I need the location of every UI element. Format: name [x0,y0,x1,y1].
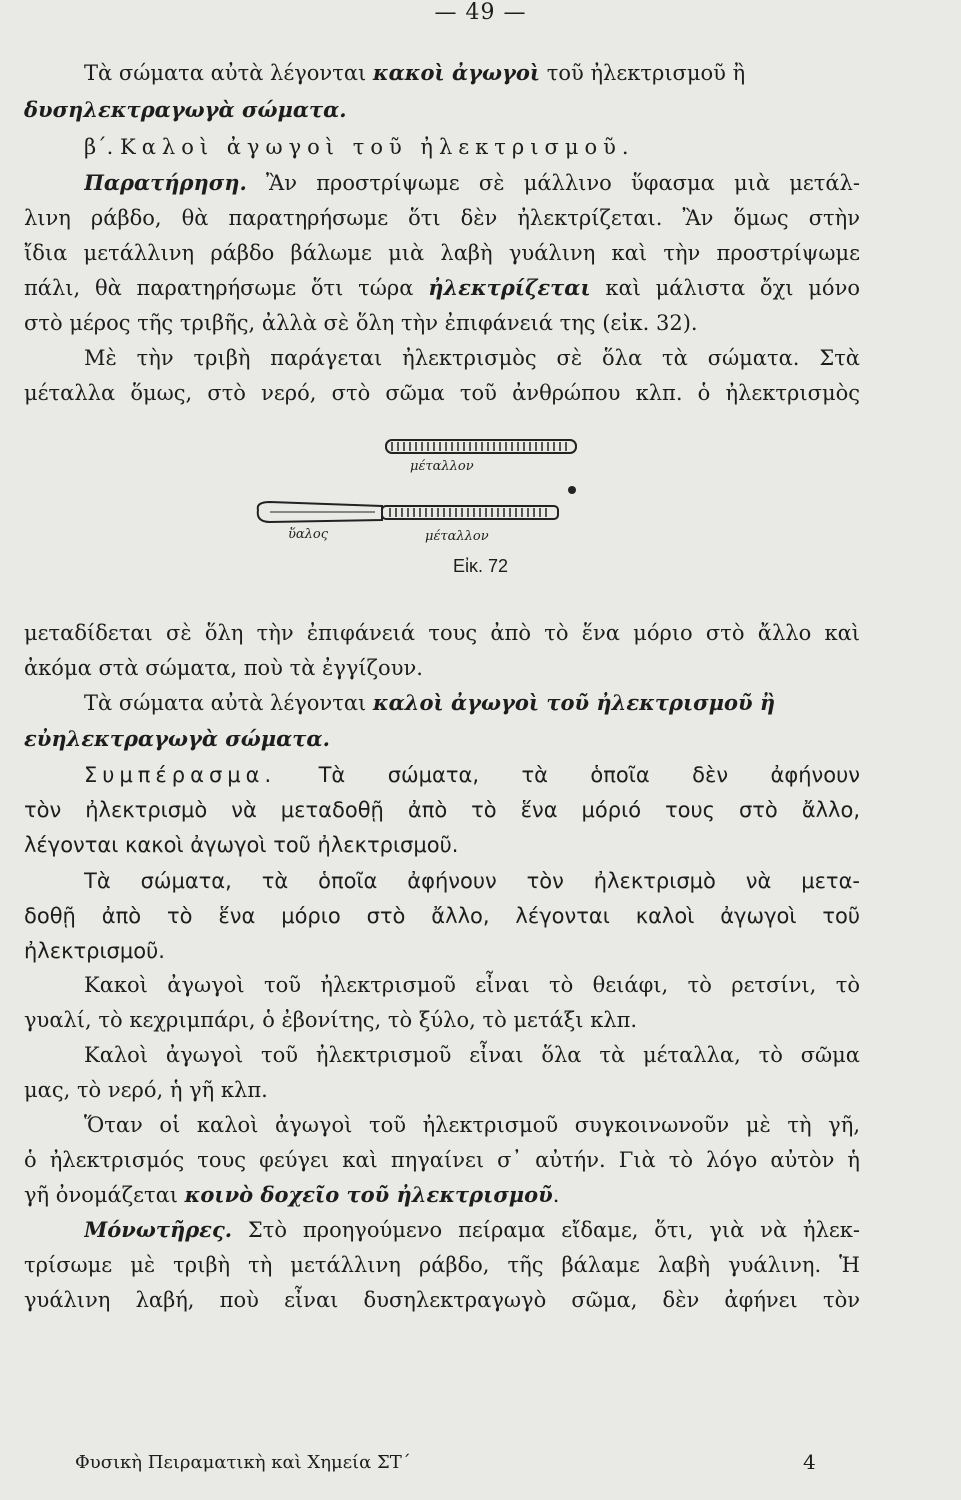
page-number: — 49 — [434,0,527,25]
text-line: Παρατήρηση. Ἂν προστρίψωμε σὲ μάλλινο ὕφασμα μιὰ μετάλ- [84,170,860,195]
text-line: ὁ ἠλεκτρισμός τους φεύγει καὶ πηγαίνει σ᾿ αὐτήν. Γιὰ τὸ λόγο αὐτὸν ἡ [24,1148,860,1172]
figure-72-rods [250,410,610,545]
text-line: μας, τὸ νερό, ἡ γῆ κλπ. [24,1078,268,1102]
label-metal-top: μέταλλον [410,459,474,474]
footer-sheet-number: 4 [803,1450,816,1474]
insulators-label: Μόνωτῆρες. [84,1217,233,1242]
text-line: μέταλλα ὅμως, στὸ νερό, στὸ σῶμα τοῦ ἀνθρώπου κλπ. ὁ ἠλεκτρισμὸς [24,381,860,405]
text-line: μεταδίδεται σὲ ὅλη τὴν ἐπιφάνειά τους ἀπὸ τὸ ἕνα μόριο στὸ ἄλλο καὶ [24,621,860,645]
label-metal-bottom: μέταλλον [425,529,489,544]
term-evilektragoga: εὐηλεκτραγωγὰ σώματα. [24,726,330,751]
text-line: ἴδια μετάλλινη ράβδο βάλωμε μιὰ λαβὴ γυάλινη καὶ τὴν προστρίψωμε [24,241,860,265]
text-line: Τὰ σώματα αὐτὰ λέγονται καλοὶ ἀγωγοὶ τοῦ ἠλεκτρισμοῦ ἢ [84,690,776,715]
text-line: Κακοὶ ἀγωγοὶ τοῦ ἠλεκτρισμοῦ εἶναι τὸ θειάφι, τὸ ρετσίνι, τὸ [84,973,860,997]
text-line: ἀκόμα στὰ σώματα, ποὺ τὰ ἐγγίζουν. [24,656,423,680]
summary-line: Τὰ σώματα, τὰ ὁποῖα ἀφήνουν τὸν ἠλεκτρισμὸ νὰ μετα- [84,869,860,893]
text-line: λινη ράβδο, θὰ παρατηρήσωμε ὅτι δὲν ἠλεκτρίζεται. Ἂν ὅμως στὴν [24,206,860,230]
section-heading-b: β΄. Καλοὶ ἀγωγοὶ τοῦ ἠλεκτρισμοῦ. [84,135,635,159]
text-line: γυαλί, τὸ κεχριμπάρι, ὁ ἐβονίτης, τὸ ξύλο, τὸ μετάξι κλπ. [24,1008,638,1032]
text-line: Μόνωτῆρες. Στὸ προηγούμενο πείραμα εἴδαμε, ὅτι, γιὰ νὰ ἠλεκ- [84,1217,860,1242]
ink-dot [568,486,576,494]
text-line: Ὅταν οἱ καλοὶ ἀγωγοὶ τοῦ ἠλεκτρισμοῦ συγκοινωνοῦν μὲ τὴ γῆ, [84,1113,860,1137]
summary-label: Συμπέρασμα. [84,763,277,787]
text-line: γυάλινη λαβή, ποὺ εἶναι δυσηλεκτραγωγὸ σῶμα, δὲν ἀφήνει τὸν [24,1288,860,1312]
term-dyselectragoga: δυσηλεκτραγωγὰ σώματα. [24,97,347,122]
observation-label: Παρατήρηση. [84,170,247,195]
footer-book-title: Φυσικὴ Πειραματικὴ καὶ Χημεία ΣΤ΄ [75,1452,411,1473]
term-bad-conductors: κακοὶ ἀγωγοὶ [372,60,541,85]
metal-rod-top [386,440,576,453]
figure-caption: Εἰκ. 72 [452,556,509,576]
text-line: Τὰ σώματα αὐτὰ λέγονται κακοὶ ἀγωγοὶ τοῦ ἠλεκτρισμοῦ ἢ [84,60,746,85]
term-good-conductors: καλοὶ ἀγωγοὶ τοῦ ἠλεκτρισμοῦ ἢ [372,690,776,715]
text-line: στὸ μέρος τῆς τριβῆς, ἀλλὰ σὲ ὅλη τὴν ἐπιφάνειά της (εἰκ. 32). [24,311,698,335]
summary-line: ἠλεκτρισμοῦ. [24,939,165,963]
text-line: γῆ ὀνομάζεται κοινὸ δοχεῖο τοῦ ἠλεκτρισμοῦ. [24,1182,560,1207]
text-line: τρίσωμε μὲ τριβὴ τὴ μετάλλινη ράβδο, τῆς βάλαμε λαβὴ γυάλινη. Ἡ [24,1253,860,1277]
label-glass: ὕαλος [288,527,329,542]
metal-rod-bottom [382,506,558,519]
glass-handle [258,502,382,522]
text-line: πάλι, θὰ παρατηρήσωμε ὅτι τώρα ἠλεκτρίζεται καὶ μάλιστα ὄχι μόνο [24,275,860,300]
summary-line: τὸν ἠλεκτρισμὸ νὰ μεταδοθῇ ἀπὸ τὸ ἕνα μόριό τους στὸ ἄλλο, [24,798,860,822]
summary-line: Συμπέρασμα. Τὰ σώματα, τὰ ὁποῖα δὲν ἀφήνουν [84,763,860,787]
summary-line: δοθῇ ἀπὸ τὸ ἕνα μόριο στὸ ἄλλο, λέγονται καλοὶ ἀγωγοὶ τοῦ [24,904,860,928]
term-common-reservoir: κοινὸ δοχεῖο τοῦ ἠλεκτρισμοῦ [184,1182,553,1207]
summary-line: λέγονται κακοὶ ἀγωγοὶ τοῦ ἠλεκτρισμοῦ. [24,833,459,857]
text-line: Καλοὶ ἀγωγοὶ τοῦ ἠλεκτρισμοῦ εἶναι ὅλα τὰ μέταλλα, τὸ σῶμα [84,1043,860,1067]
text-line: Μὲ τὴν τριβὴ παράγεται ἠλεκτρισμὸς σὲ ὅλα τὰ σώματα. Στὰ [84,346,860,370]
